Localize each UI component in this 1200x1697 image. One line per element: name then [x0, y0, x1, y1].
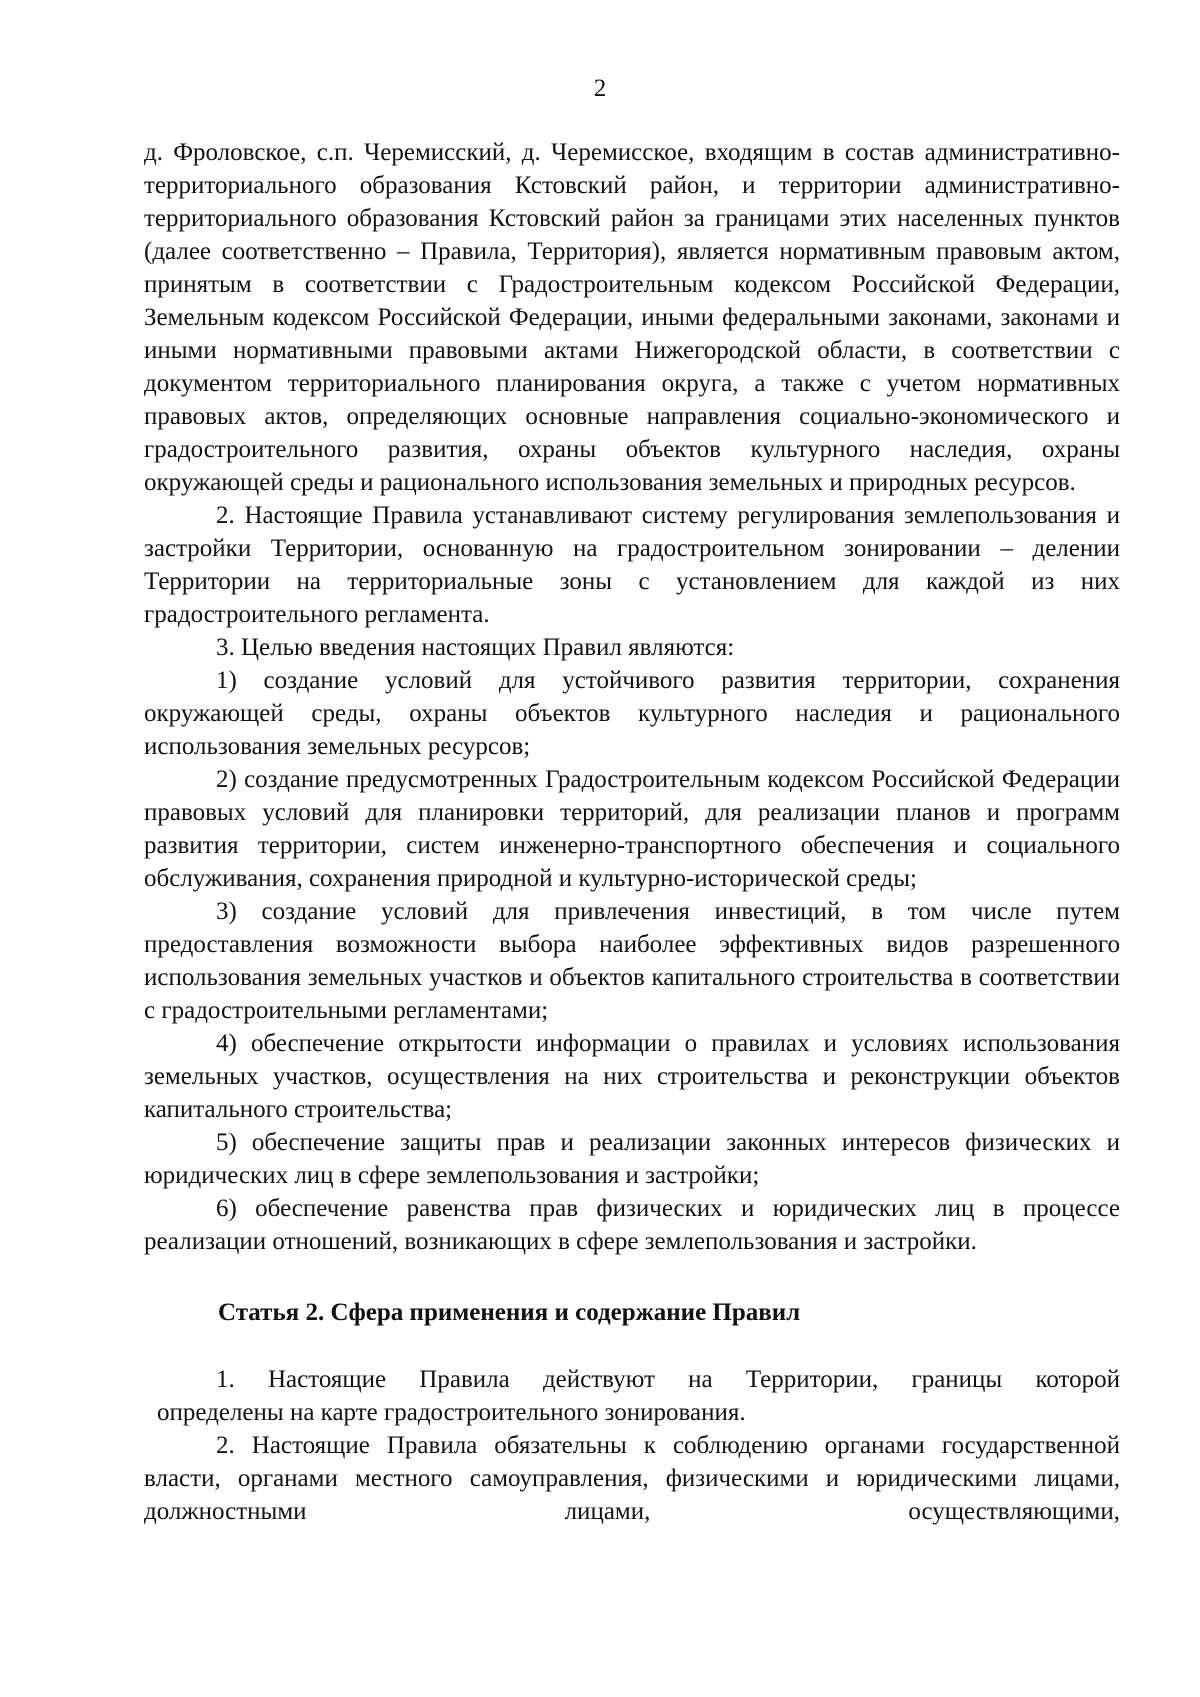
document-body	[144, 136, 1120, 1528]
goal-item-4: 4) обеспечение открытости информации о правилах и условиях использования земельных участков, осуществления на них строительства и реконструкции объектов капитального строительства;	[144, 1030, 1120, 1123]
goal-item-6: 6) обеспечение равенства прав физических и юридических лиц в процессе реализации отношений, возникающих в сфере землепользования и застройки.	[144, 1195, 1120, 1255]
goal-item-3: 3) создание условий для привлечения инвестиций, в том числе путем предоставления возможности выбора наиболее эффективных видов разрешенного использования земельных участков и объектов капитального строительства в соответствии с градостроительными регламентами;	[144, 898, 1120, 1024]
paragraph-intro: д. Фроловское, с.п. Черемисский, д. Черемисское, входящим в состав административно-территориального образования Кстовский район, и территории административно-территориального образования Кстовский район за границами этих населенных пунктов (далее соответственно – Правила, Территория), является нормативным правовым актом, принятым в соответствии с Градостроительным кодексом Российской Федерации, Земельным кодексом Российской Федерации, иными федеральными законами, законами и иными нормативными правовыми актами Нижегородской области, в соответствии с документом территориального планирования округа, а также с учетом нормативных правовых актов, определяющих основные направления социально-экономического и градостроительного развития, охраны объектов культурного наследия, охраны окружающей среды и рационального использования земельных и природных ресурсов.	[144, 139, 1120, 496]
article2-paragraph-2: 2. Настоящие Правила обязательны к соблюдению органами государственной власти, органами местного самоуправления, физическими и юридическими лицами, должностными лицами, осуществляющими,	[144, 1432, 1120, 1525]
article2-heading: Статья 2. Сфера применения и содержание Правил	[218, 1299, 801, 1326]
goal-item-2: 2) создание предусмотренных Градостроительным кодексом Российской Федерации правовых условий для планировки территорий, для реализации планов и программ развития территории, систем инженерно-транспортного обеспечения и социального обслуживания, сохранения природной и культурно-исторической среды;	[144, 766, 1120, 892]
goal-item-1: 1) создание условий для устойчивого развития территории, сохранения окружающей среды, охраны объектов культурного наследия и рационального использования земельных ресурсов;	[144, 667, 1120, 760]
article2-paragraph-1-line-1: 1. Настоящие Правила действуют на Территории, границы которой	[216, 1366, 1120, 1393]
article2-paragraph-1-line-2: определены на карте градостроительного зонирования.	[157, 1399, 746, 1426]
page-number: 2	[593, 75, 607, 102]
article1-paragraph-3: 3. Целью введения настоящих Правил являются:	[216, 634, 735, 661]
article1-paragraph-2: 2. Настоящие Правила устанавливают систему регулирования землепользования и застройки Территории, основанную на градостроительном зонировании – делении Территории на территориальные зоны с установлением для каждой из них градостроительного регламента.	[144, 502, 1120, 628]
goal-item-5: 5) обеспечение защиты прав и реализации законных интересов физических и юридических лиц в сфере землепользования и застройки;	[144, 1129, 1120, 1189]
